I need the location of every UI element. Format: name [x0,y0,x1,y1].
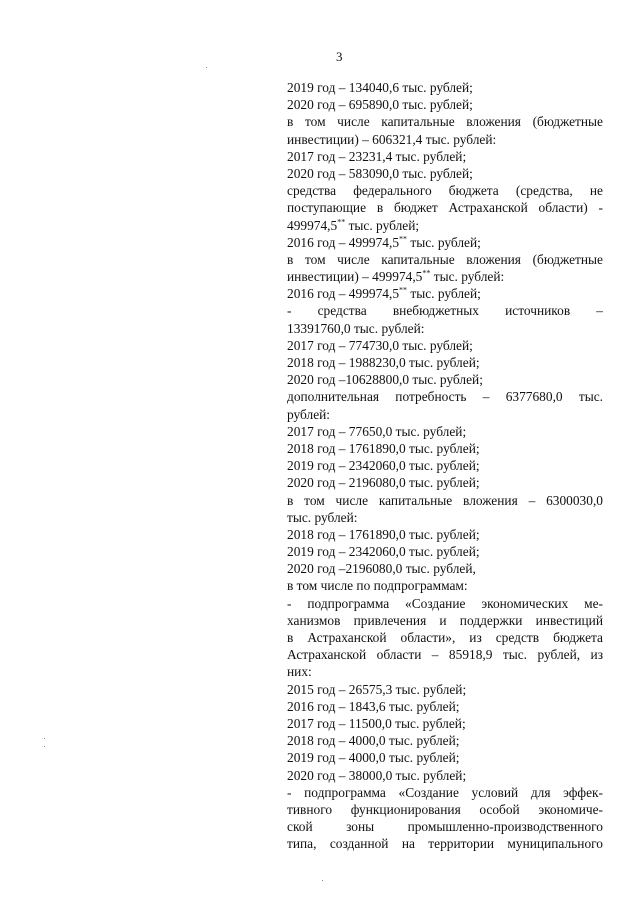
text-line-content: инвестиции) – 606321,4 тыс. рублей: [287,131,497,147]
text-line [287,354,603,371]
text-line [287,148,603,165]
text-line-content: 2017 год – 77650,0 тыс. рублей; [287,423,467,439]
footnote-marker: ** [399,285,408,295]
text-line [287,526,603,543]
text-line [287,543,603,560]
text-line [287,113,603,130]
text-line [287,663,603,680]
text-line-content: 2017 год – 23231,4 тыс. рублей; [287,148,467,164]
text-line [287,474,603,491]
text-line-content: дополнительная потребность – 6377680,0 тыс. [287,389,603,405]
text-line [287,767,603,784]
text-line-content: - средства внебюджетных источников – [287,303,603,319]
text-line-content: ханизмов привлечения и поддержки инвестиций [287,612,603,628]
text-line-content: в том числе по подпрограммам: [287,578,468,594]
text-line-content: 2019 год – 2342060,0 тыс. рублей; [287,544,480,560]
text-line [287,234,603,251]
text-line [287,440,603,457]
scan-speck [206,67,207,68]
text-line-content: - подпрограмма «Создание условий для эффек- [287,784,603,800]
text-line [287,423,603,440]
text-line [287,629,603,646]
text-line-content: - подпрограмма «Создание экономических ме- [287,595,603,611]
text-line-content: 2020 год –10628800,0 тыс. рублей; [287,372,483,388]
text-line [287,337,603,354]
footnote-marker: ** [399,234,408,244]
footnote-marker: ** [337,217,346,227]
scan-speck [44,738,45,739]
text-line [287,96,603,113]
text-line-tail: тыс. рублей; [407,286,481,302]
scan-speck [322,880,323,881]
text-line [287,646,603,663]
text-line-content: в Астраханской области», из средств бюджета [287,630,603,645]
text-line [287,595,603,612]
text-line-content: 2016 год – 1843,6 тыс. рублей; [287,698,460,714]
text-line-content: них: [287,664,312,680]
scan-speck [44,746,45,747]
text-line-content: инвестиции) – 499974,5 [287,269,423,285]
text-line-content: 13391760,0 тыс. рублей: [287,320,425,336]
text-line-content: 2020 год –2196080,0 тыс. рублей, [287,561,476,577]
text-line [287,285,603,302]
text-line [287,217,603,234]
text-line-content: 2020 год – 38000,0 тыс. рублей; [287,767,467,783]
text-line [287,268,603,285]
text-line-content: 2017 год – 774730,0 тыс. рублей; [287,337,473,353]
text-line [287,492,603,509]
text-line [287,251,603,268]
text-line-content: Астраханской области – 85918,9 тыс. рублей, из [287,647,603,663]
text-line [287,371,603,388]
text-line-content: 2020 год – 583090,0 тыс. рублей; [287,165,473,181]
text-line-tail: тыс. рублей; [345,217,420,233]
text-line [287,165,603,182]
text-line-content: рублей: [287,406,331,422]
page-number: 3 [336,49,343,64]
text-line [287,320,603,337]
footnote-marker: ** [422,268,431,278]
text-line [287,199,603,216]
text-line [287,801,603,818]
text-line-content: типа, созданной на территории муниципального [287,836,603,852]
text-line [287,732,603,749]
text-line-content: 499974,5 [287,217,338,233]
text-line [287,131,603,148]
text-line [287,560,603,577]
text-line [287,681,603,698]
text-line-content: 2017 год – 11500,0 тыс. рублей; [287,715,466,731]
text-line-content: в том числе капитальные вложения (бюджетные [287,114,603,130]
text-line-content: 2016 год – 499974,5 [287,286,400,302]
text-line [287,302,603,319]
text-line-tail: тыс. рублей: [430,269,505,285]
text-line [287,577,603,594]
document-text-column [287,79,603,852]
text-line [287,182,603,199]
text-line-content: 2020 год – 695890,0 тыс. рублей; [287,97,473,113]
text-line [287,457,603,474]
text-line [287,715,603,732]
text-line-content: 2019 год – 2342060,0 тыс. рублей; [287,458,480,474]
text-line-content: 2018 год – 1988230,0 тыс. рублей; [287,355,480,370]
text-line-tail: тыс. рублей; [407,234,481,250]
text-line [287,612,603,629]
text-line-content: тыс. рублей: [287,509,358,525]
text-line [287,835,603,852]
text-line-content: тивного функционирования особой экономиче- [287,801,603,817]
text-line [287,698,603,715]
text-line-content: в том числе капитальные вложения (бюджетные [287,251,603,267]
text-line-content: 2019 год – 134040,6 тыс. рублей; [287,80,473,95]
text-line [287,784,603,801]
text-line-content: ской зоны промышленно-производственного [287,819,603,835]
text-line-content: средства федерального бюджета (средства, не [287,183,603,199]
text-line-content: 2016 год – 499974,5 [287,234,400,250]
text-line-content: 2018 год – 4000,0 тыс. рублей; [287,733,460,749]
text-line [287,749,603,766]
text-line [287,406,603,423]
text-line [287,79,603,96]
text-line [287,509,603,526]
text-line-content: 2018 год – 1761890,0 тыс. рублей; [287,526,480,542]
text-line-content: 2015 год – 26575,3 тыс. рублей; [287,681,467,697]
text-line-content: 2019 год – 4000,0 тыс. рублей; [287,750,460,766]
text-line-content: 2020 год – 2196080,0 тыс. рублей; [287,475,480,491]
text-line [287,818,603,835]
text-line [287,388,603,405]
text-line-content: поступающие в бюджет Астраханской области) - [287,200,603,216]
text-line-content: в том числе капитальные вложения – 6300030,0 [287,492,603,508]
text-line-content: 2018 год – 1761890,0 тыс. рублей; [287,440,480,456]
